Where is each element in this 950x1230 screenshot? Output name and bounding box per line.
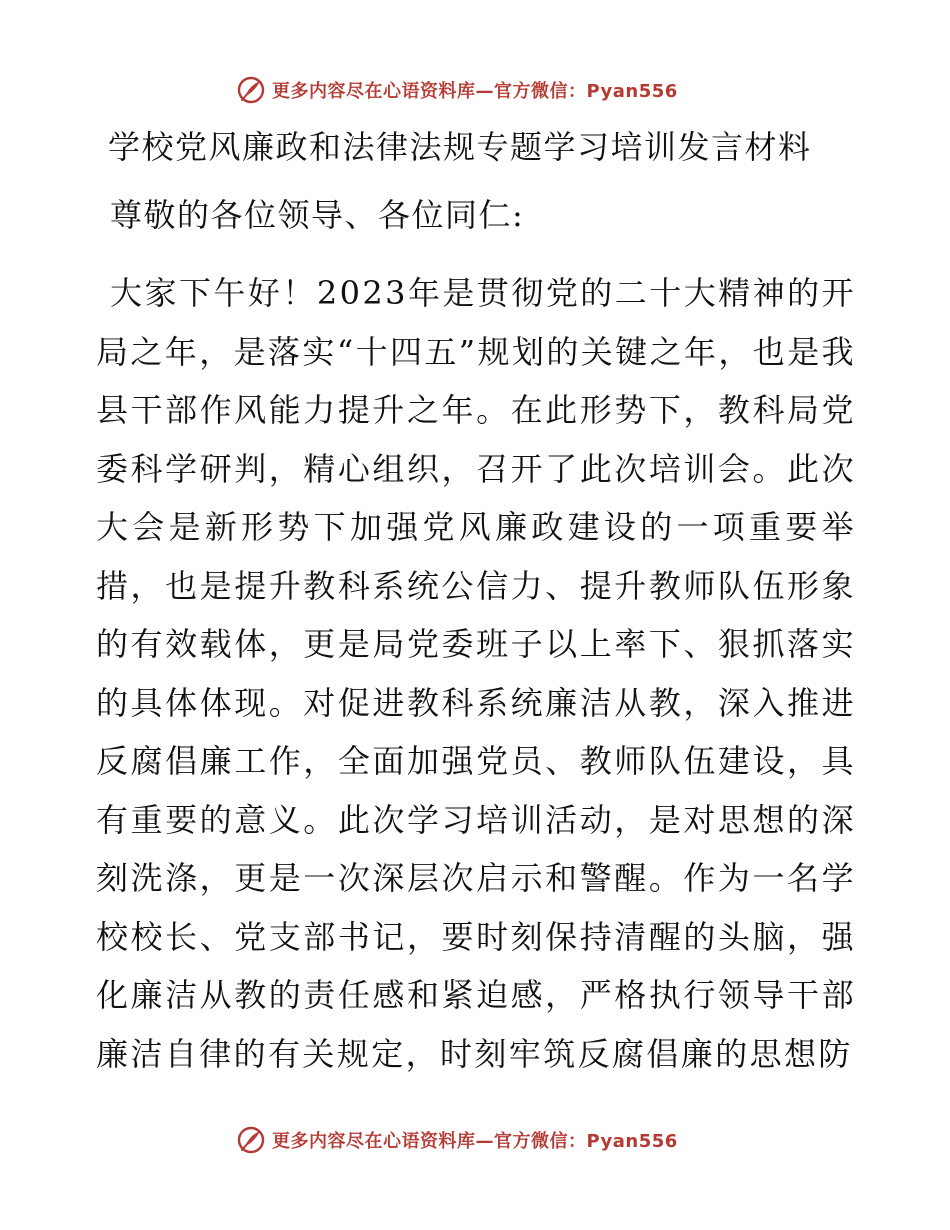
feather-pen-logo-icon xyxy=(236,1125,266,1155)
header-banner-text: 更多内容尽在心语资料库—官方微信：Pyan556 xyxy=(272,81,678,102)
header-banner xyxy=(236,72,756,108)
footer-banner xyxy=(236,1122,756,1158)
document-title: 学校党风廉政和法律法规专题学习培训发言材料 xyxy=(108,128,812,166)
footer-banner-text: 更多内容尽在心语资料库—官方微信：Pyan556 xyxy=(272,1131,678,1152)
feather-pen-logo-icon xyxy=(236,75,266,105)
salutation: 尊敬的各位领导、各位同仁: xyxy=(110,196,525,234)
body-paragraph: 大家下午好！2023年是贯彻党的二十大精神的开局之年，是落实“十四五”规划的关键之年，也是我县干部作风能力提升之年。在此形势下，教科局党委科学研判，精心组织，召开了此次培训会。此次大会是新形势下加强党风廉政建设的一项重要举措，也是提升教科系统公信力、提升教师队伍形象的有效载体，更是局党委班子以上率下、狠抓落实的具体体现。对促进教科系统廉洁从教，深入推进反腐倡廉工作，全面加强党员、教师队伍建设，具有重要的意义。此次学习培训活动，是对思想的深刻洗涤，更是一次深层次启示和警醒。作为一名学校校长、党支部书记，要时刻保持清醒的头脑，强化廉洁从教的责任感和紧迫感，严格执行领导干部廉洁自律的有关规定，时刻牢筑反腐倡廉的思想防 xyxy=(96,274,856,1073)
document-body xyxy=(96,122,856,1083)
